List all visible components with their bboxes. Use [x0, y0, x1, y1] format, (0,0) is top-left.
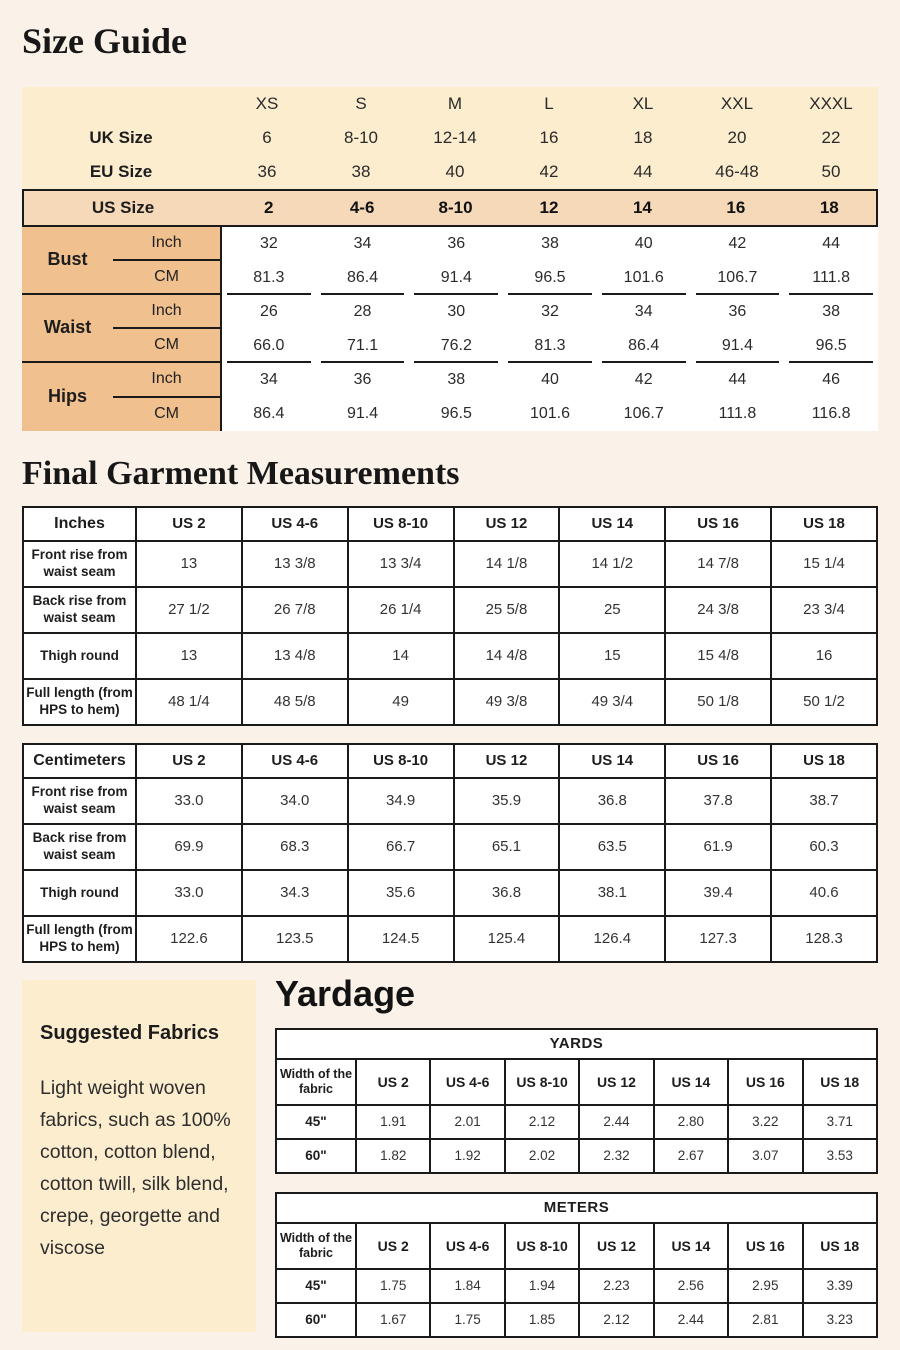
body-measurements	[22, 227, 878, 431]
garment-row	[23, 916, 877, 962]
yardage-row	[276, 1303, 877, 1337]
cell-value: 1.67	[356, 1303, 430, 1337]
size-column-header: US 2	[356, 1223, 430, 1269]
size-column-header: M	[447, 93, 463, 113]
suggested-fabrics-title: Suggested Fabrics	[40, 1021, 219, 1044]
garment-row	[23, 870, 877, 916]
measure-value: 111.8	[784, 261, 878, 295]
unit-label: Inch	[113, 227, 220, 261]
cell-value: 35.6	[348, 870, 454, 916]
cell-value: 48 1/4	[136, 679, 242, 725]
size-column-header: US 16	[665, 744, 771, 778]
cell-value: 26 7/8	[242, 587, 348, 633]
measure-value: 26	[259, 302, 278, 320]
garment-row	[23, 824, 877, 870]
cell-value: 68.3	[242, 824, 348, 870]
garment-row	[23, 679, 877, 725]
size-value: 40	[445, 161, 465, 181]
measure-value: 38	[447, 370, 466, 388]
cell-value: 13 4/8	[242, 633, 348, 679]
cell-value: 2.44	[654, 1303, 728, 1337]
measure-value-row	[222, 329, 878, 363]
size-column-header: US 16	[665, 507, 771, 541]
measure-value: 86.4	[316, 261, 410, 295]
measure-value: 44	[822, 234, 841, 252]
cell-value: 13	[136, 633, 242, 679]
cell-value: 13 3/8	[242, 541, 348, 587]
cell-value: 38.1	[559, 870, 665, 916]
measure-group	[22, 363, 220, 431]
cell-value: 14 7/8	[665, 541, 771, 587]
garment-table-inches	[22, 506, 878, 726]
yardage-title: Yardage	[275, 972, 416, 1014]
size-row-label: UK Size	[89, 127, 153, 147]
size-column-header: XXXL	[809, 93, 853, 113]
size-value: 20	[727, 127, 747, 147]
size-value: 12	[539, 197, 559, 217]
size-value: 4-6	[349, 197, 375, 217]
size-row	[22, 155, 878, 189]
size-column-header: US 14	[654, 1223, 728, 1269]
measure-value: 44	[728, 370, 747, 388]
size-value: 42	[539, 161, 559, 181]
cell-value: 23 3/4	[771, 587, 877, 633]
cell-value: 50 1/8	[665, 679, 771, 725]
measure-value: 106.7	[691, 261, 785, 295]
measure-value: 28	[353, 302, 372, 320]
size-column-header: US 14	[559, 744, 665, 778]
unit-header-cell: Centimeters	[23, 744, 136, 778]
unit-labels	[113, 227, 220, 293]
cell-value: 2.81	[728, 1303, 802, 1337]
cell-value: 40.6	[771, 870, 877, 916]
size-column-header: US 18	[771, 744, 877, 778]
cell-value: 25	[559, 587, 665, 633]
size-guide-title: Size Guide	[22, 21, 188, 61]
yardage-tables-column	[275, 972, 878, 1338]
measure-value: 91.4	[346, 404, 379, 422]
garment-row	[23, 778, 877, 824]
fabric-width-header: Width of the fabric	[276, 1223, 356, 1269]
size-column-header: L	[544, 93, 554, 113]
size-column-header: XXL	[720, 93, 754, 113]
cell-value: 1.91	[356, 1105, 430, 1139]
unit-labels	[113, 363, 220, 431]
width-row-label: 60"	[276, 1303, 356, 1337]
size-column-header: US 14	[654, 1059, 728, 1105]
row-label: Full length (from HPS to hem)	[23, 679, 136, 725]
yardage-row	[276, 1269, 877, 1303]
unit-label: Inch	[113, 295, 220, 329]
size-column-header: US 18	[803, 1223, 877, 1269]
cell-value: 33.0	[136, 778, 242, 824]
cell-value: 49 3/8	[454, 679, 560, 725]
cell-value: 2.01	[430, 1105, 504, 1139]
cell-value: 3.71	[803, 1105, 877, 1139]
size-column-header: US 2	[136, 507, 242, 541]
cell-value: 36.8	[454, 870, 560, 916]
cell-value: 65.1	[454, 824, 560, 870]
measure-value: 96.5	[503, 261, 597, 295]
garment-table-centimeters	[22, 743, 878, 963]
cell-value: 125.4	[454, 916, 560, 962]
size-value: 46-48	[715, 161, 759, 181]
size-value: 8-10	[343, 127, 379, 147]
width-row-label: 45"	[276, 1105, 356, 1139]
size-value: 44	[633, 161, 653, 181]
measure-value: 30	[447, 302, 466, 320]
yardage-row	[276, 1105, 877, 1139]
size-column-header: US 16	[728, 1059, 802, 1105]
fabric-width-header: Width of the fabric	[276, 1059, 356, 1105]
cell-value: 38.7	[771, 778, 877, 824]
measurement-values	[222, 227, 878, 431]
measure-group	[22, 295, 220, 363]
garment-measurements-title: Final Garment Measurements	[22, 454, 460, 492]
cell-value: 69.9	[136, 824, 242, 870]
size-column-header: US 14	[559, 507, 665, 541]
size-column-header: US 12	[579, 1059, 653, 1105]
cell-value: 26 1/4	[348, 587, 454, 633]
cell-value: 39.4	[665, 870, 771, 916]
measurement-labels	[22, 227, 222, 431]
cell-value: 15 4/8	[665, 633, 771, 679]
cell-value: 15 1/4	[771, 541, 877, 587]
cell-value: 2.12	[579, 1303, 653, 1337]
cell-value: 60.3	[771, 824, 877, 870]
row-label: Back rise from waist seam	[23, 824, 136, 870]
cell-value: 1.92	[430, 1139, 504, 1173]
size-value: 38	[351, 161, 371, 181]
table-unit-title: METERS	[276, 1193, 877, 1223]
cell-value: 48 5/8	[242, 679, 348, 725]
measure-label: Waist	[43, 317, 92, 338]
measure-value: 111.8	[718, 404, 757, 422]
cell-value: 13	[136, 541, 242, 587]
cell-value: 2.67	[654, 1139, 728, 1173]
row-label: Front rise from waist seam	[23, 778, 136, 824]
cell-value: 14 1/2	[559, 541, 665, 587]
unit-label: CM	[154, 405, 179, 423]
size-column-header: US 12	[454, 507, 560, 541]
measure-value: 34	[634, 302, 653, 320]
measure-value: 76.2	[409, 329, 503, 363]
suggested-fabrics-box	[22, 980, 256, 1332]
size-row-label: EU Size	[89, 161, 153, 181]
table-unit-title: YARDS	[276, 1029, 877, 1059]
yardage-section	[22, 972, 878, 1338]
measure-value: 91.4	[691, 329, 785, 363]
measure-value-row	[222, 227, 878, 261]
meters-table	[275, 1192, 878, 1338]
size-conversion-header	[22, 87, 878, 227]
size-value: 16	[726, 197, 746, 217]
cell-value: 123.5	[242, 916, 348, 962]
yardage-header-row	[276, 1059, 877, 1105]
cell-value: 50 1/2	[771, 679, 877, 725]
measure-value: 71.1	[316, 329, 410, 363]
size-row-label: US Size	[91, 197, 155, 217]
measure-value: 36	[728, 302, 747, 320]
cell-value: 3.22	[728, 1105, 802, 1139]
size-column-header: US 8-10	[348, 744, 454, 778]
cell-value: 2.32	[579, 1139, 653, 1173]
measure-value: 101.6	[597, 261, 691, 295]
cell-value: 2.95	[728, 1269, 802, 1303]
unit-title-row	[276, 1029, 877, 1059]
yardage-header-row	[276, 1223, 877, 1269]
size-row	[22, 121, 878, 155]
measure-value: 40	[541, 370, 559, 388]
cell-value: 16	[771, 633, 877, 679]
size-value: 14	[632, 197, 652, 217]
cell-value: 36.8	[559, 778, 665, 824]
size-value: 8-10	[438, 197, 473, 217]
size-value: 12-14	[433, 127, 477, 147]
cell-value: 124.5	[348, 916, 454, 962]
measure-value-row	[222, 295, 878, 329]
size-value: 18	[633, 127, 653, 147]
size-column-header: US 4-6	[430, 1223, 504, 1269]
cell-value: 49 3/4	[559, 679, 665, 725]
cell-value: 49	[348, 679, 454, 725]
cell-value: 3.53	[803, 1139, 877, 1173]
unit-labels	[113, 295, 220, 361]
measure-value: 34	[353, 234, 372, 252]
size-value: 36	[257, 161, 277, 181]
cell-value: 66.7	[348, 824, 454, 870]
cell-value: 126.4	[559, 916, 665, 962]
cell-value: 127.3	[665, 916, 771, 962]
measure-value: 81.3	[222, 261, 316, 295]
cell-value: 15	[559, 633, 665, 679]
size-row	[22, 87, 878, 121]
measure-value: 101.6	[529, 404, 571, 422]
size-column-header: US 2	[356, 1059, 430, 1105]
size-column-header: XS	[255, 93, 279, 113]
measure-value: 36	[353, 370, 372, 388]
measure-value: 96.5	[440, 404, 472, 422]
garment-row	[23, 587, 877, 633]
size-column-header: US 4-6	[242, 507, 348, 541]
size-column-header: US 8-10	[505, 1059, 579, 1105]
cell-value: 34.9	[348, 778, 454, 824]
cell-value: 2.44	[579, 1105, 653, 1139]
cell-value: 122.6	[136, 916, 242, 962]
cell-value: 61.9	[665, 824, 771, 870]
measure-value: 34	[259, 370, 278, 388]
measure-value: 86.4	[597, 329, 691, 363]
size-value: 16	[539, 127, 559, 147]
measure-value: 96.5	[784, 329, 878, 363]
size-value: 18	[819, 197, 839, 217]
measure-value: 116.8	[811, 404, 851, 422]
unit-label: CM	[154, 267, 179, 285]
unit-label: CM	[154, 335, 179, 353]
cell-value: 35.9	[454, 778, 560, 824]
cell-value: 37.8	[665, 778, 771, 824]
cell-value: 14 1/8	[454, 541, 560, 587]
cell-value: 1.85	[505, 1303, 579, 1337]
size-column-header: US 2	[136, 744, 242, 778]
suggested-fabrics-text: Light weight woven fabrics, such as 100% cotton, cotton blend, cotton twill, silk blend, crepe, georgette and viscose	[40, 1076, 231, 1259]
cell-value: 14	[348, 633, 454, 679]
garment-header-row	[23, 507, 877, 541]
cell-value: 27 1/2	[136, 587, 242, 633]
measure-value: 32	[259, 234, 278, 252]
size-column-header: US 18	[803, 1059, 877, 1105]
yards-table	[275, 1028, 878, 1174]
width-row-label: 60"	[276, 1139, 356, 1173]
measure-value-row	[222, 261, 878, 295]
garment-row	[23, 541, 877, 587]
size-row	[22, 189, 878, 227]
measure-value-row	[222, 363, 878, 397]
cell-value: 1.75	[430, 1303, 504, 1337]
measure-label: Bust	[47, 249, 88, 270]
cell-value: 14 4/8	[454, 633, 560, 679]
measure-value: 40	[634, 234, 653, 252]
measure-value: 36	[447, 234, 466, 252]
measure-value: 32	[541, 302, 559, 320]
cell-value: 3.07	[728, 1139, 802, 1173]
cell-value: 3.23	[803, 1303, 877, 1337]
measure-value: 81.3	[503, 329, 597, 363]
garment-row	[23, 633, 877, 679]
row-label: Full length (from HPS to hem)	[23, 916, 136, 962]
cell-value: 2.02	[505, 1139, 579, 1173]
size-value: 2	[263, 197, 274, 217]
cell-value: 2.80	[654, 1105, 728, 1139]
cell-value: 1.84	[430, 1269, 504, 1303]
cell-value: 1.94	[505, 1269, 579, 1303]
garment-header-row	[23, 744, 877, 778]
cell-value: 2.23	[579, 1269, 653, 1303]
yardage-row	[276, 1139, 877, 1173]
measure-label: Hips	[48, 386, 88, 407]
measure-group	[22, 227, 220, 295]
cell-value: 2.56	[654, 1269, 728, 1303]
row-label: Thigh round	[23, 870, 136, 916]
size-column-header: US 12	[454, 744, 560, 778]
cell-value: 34.0	[242, 778, 348, 824]
measure-value: 46	[822, 370, 841, 388]
cell-value: 1.82	[356, 1139, 430, 1173]
unit-label: Inch	[113, 363, 220, 398]
size-value: 6	[262, 127, 272, 147]
measure-value: 106.7	[623, 404, 664, 422]
cell-value: 2.12	[505, 1105, 579, 1139]
cell-value: 25 5/8	[454, 587, 560, 633]
size-column-header: US 4-6	[430, 1059, 504, 1105]
size-conversion-table	[22, 87, 878, 431]
size-column-header: US 16	[728, 1223, 802, 1269]
size-value: 50	[821, 161, 841, 181]
cell-value: 3.39	[803, 1269, 877, 1303]
size-column-header: US 4-6	[242, 744, 348, 778]
size-column-header: US 18	[771, 507, 877, 541]
cell-value: 13 3/4	[348, 541, 454, 587]
size-column-header: US 12	[579, 1223, 653, 1269]
measure-value: 91.4	[409, 261, 503, 295]
row-label: Thigh round	[23, 633, 136, 679]
cell-value: 128.3	[771, 916, 877, 962]
width-row-label: 45"	[276, 1269, 356, 1303]
measure-value: 86.4	[253, 404, 285, 422]
measure-value: 38	[541, 234, 559, 252]
cell-value: 24 3/8	[665, 587, 771, 633]
size-column-header: XL	[632, 93, 654, 113]
cell-value: 34.3	[242, 870, 348, 916]
cell-value: 63.5	[559, 824, 665, 870]
measure-value: 38	[822, 302, 841, 320]
row-label: Back rise from waist seam	[23, 587, 136, 633]
unit-header-cell: Inches	[23, 507, 136, 541]
measure-value: 42	[634, 370, 653, 388]
size-column-header: US 8-10	[348, 507, 454, 541]
size-value: 22	[821, 127, 841, 147]
cell-value: 33.0	[136, 870, 242, 916]
measure-value: 42	[728, 234, 747, 252]
row-label: Front rise from waist seam	[23, 541, 136, 587]
measure-value: 66.0	[222, 329, 316, 363]
size-column-header: S	[355, 93, 367, 113]
unit-title-row	[276, 1193, 877, 1223]
cell-value: 1.75	[356, 1269, 430, 1303]
size-column-header: US 8-10	[505, 1223, 579, 1269]
measure-value-row	[222, 397, 878, 431]
